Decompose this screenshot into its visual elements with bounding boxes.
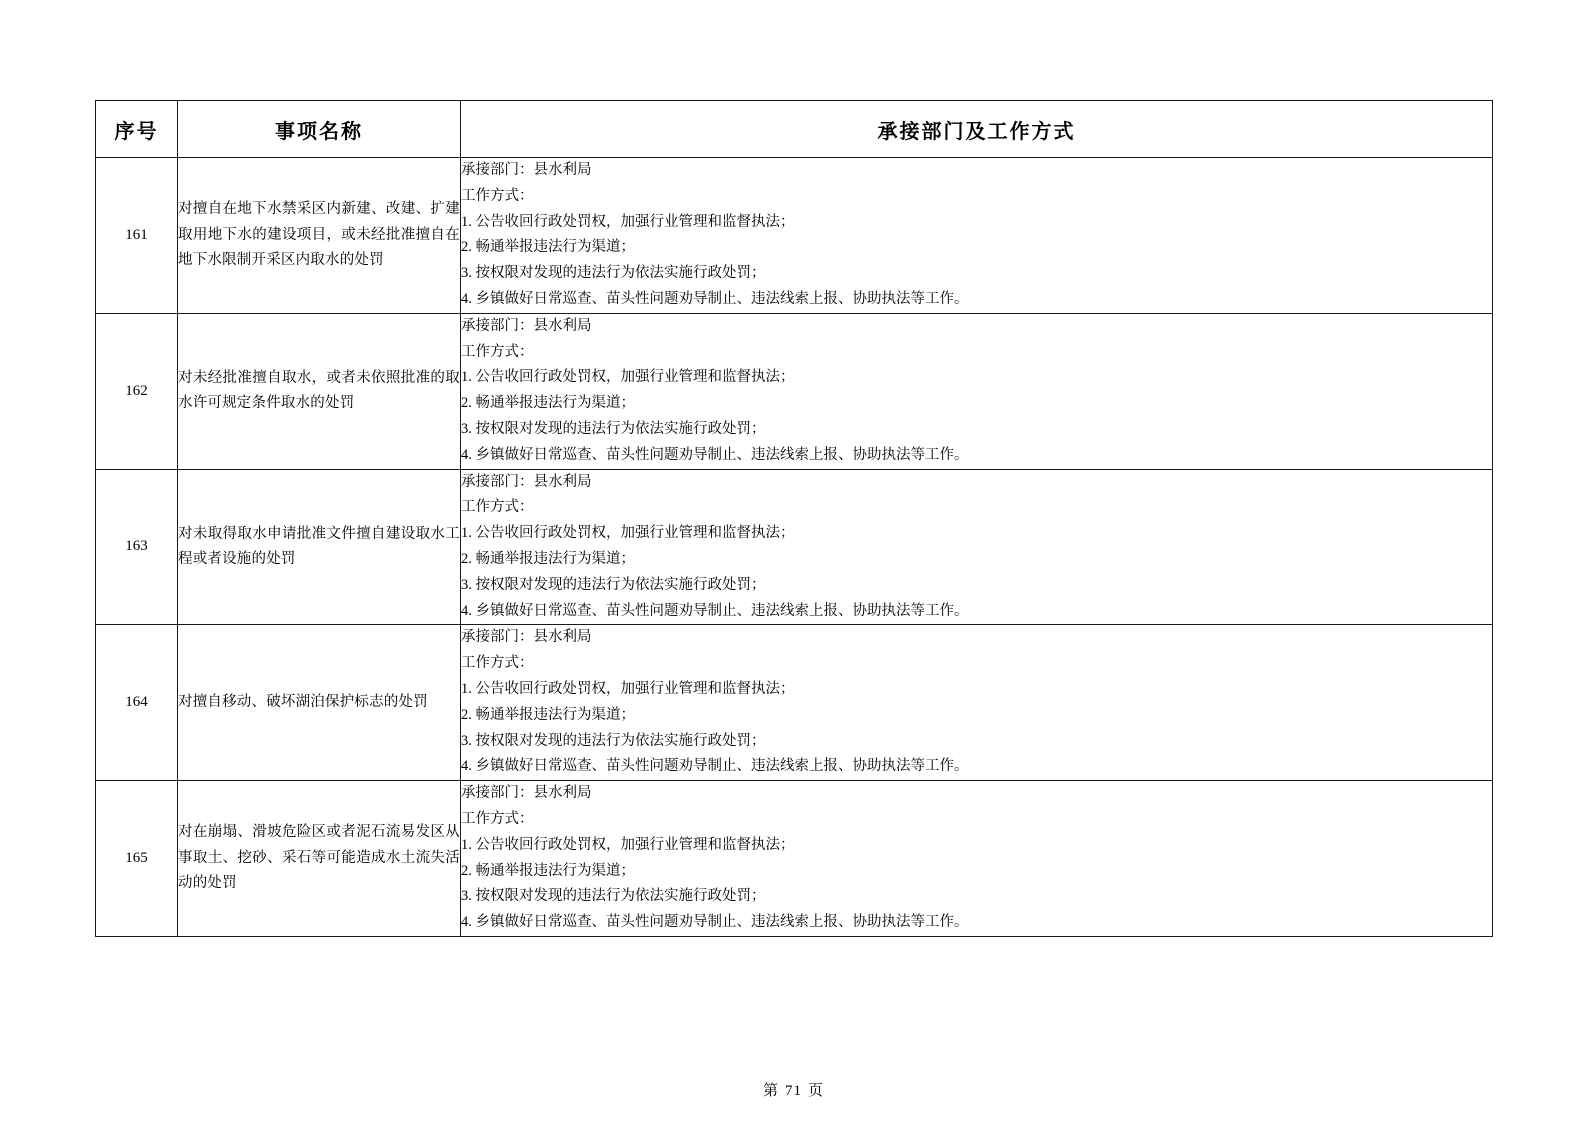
dept-head: 承接部门：县水利局: [461, 629, 592, 646]
row-dept-detail: [461, 781, 1493, 937]
page-footer: [0, 1079, 1587, 1100]
row-number: 163: [96, 469, 178, 625]
dept-head: 承接部门：县水利局: [461, 317, 592, 334]
table-body: [96, 158, 1493, 937]
column-header-dept: 承接部门及工作方式: [461, 101, 1493, 158]
dept-head: 承接部门：县水利局: [461, 785, 592, 802]
dept-method-item: 3. 按权限对发现的违法行为依法实施行政处罚；: [461, 888, 766, 905]
row-dept-detail: [461, 158, 1493, 314]
table-row: [96, 158, 1493, 314]
dept-method-item: 1. 公告收回行政处罚权，加强行业管理和监督执法；: [461, 836, 795, 853]
row-number: 165: [96, 781, 178, 937]
dept-method-item: 1. 公告收回行政处罚权，加强行业管理和监督执法；: [461, 680, 795, 697]
dept-method-item: 2. 畅通举报违法行为渠道；: [461, 239, 635, 256]
row-dept-detail: [461, 313, 1493, 469]
dept-head: 承接部门：县水利局: [461, 162, 592, 178]
items-table: [95, 100, 1493, 937]
dept-method-item: 1. 公告收回行政处罚权，加强行业管理和监督执法；: [461, 369, 795, 386]
dept-method-item: 2. 畅通举报违法行为渠道；: [461, 550, 635, 567]
row-item-name: 对擅自移动、破坏湖泊保护标志的处罚: [178, 625, 461, 781]
footer-suffix: 页: [808, 1083, 825, 1099]
dept-method-label: 工作方式：: [461, 499, 534, 516]
dept-method-item: 2. 畅通举报违法行为渠道；: [461, 862, 635, 879]
table-row: [96, 469, 1493, 625]
dept-method-item: 3. 按权限对发现的违法行为依法实施行政处罚；: [461, 576, 766, 593]
row-item-name: 对在崩塌、滑坡危险区或者泥石流易发区从事取土、挖砂、采石等可能造成水土流失活动的处罚: [178, 781, 461, 937]
dept-head: 承接部门：县水利局: [461, 473, 592, 490]
table-header-row: [96, 101, 1493, 158]
row-dept-detail: [461, 469, 1493, 625]
footer-prefix: 第: [762, 1083, 779, 1099]
column-header-name: 事项名称: [178, 101, 461, 158]
dept-method-label: 工作方式：: [461, 343, 534, 360]
dept-method-label: 工作方式：: [461, 187, 534, 204]
dept-method-item: 4. 乡镇做好日常巡查、苗头性问题劝导制止、违法线索上报、协助执法等工作。: [461, 914, 969, 931]
dept-method-item: 3. 按权限对发现的违法行为依法实施行政处罚；: [461, 420, 766, 437]
dept-method-label: 工作方式：: [461, 655, 534, 672]
page-number: 71: [785, 1083, 802, 1099]
row-number: 164: [96, 625, 178, 781]
table-row: [96, 313, 1493, 469]
dept-method-item: 2. 畅通举报违法行为渠道；: [461, 395, 635, 412]
row-number: 162: [96, 313, 178, 469]
row-item-name: 对未取得取水申请批准文件擅自建设取水工程或者设施的处罚: [178, 469, 461, 625]
dept-method-item: 1. 公告收回行政处罚权，加强行业管理和监督执法；: [461, 525, 795, 542]
table-row: [96, 781, 1493, 937]
row-item-name: 对未经批准擅自取水，或者未依照批准的取水许可规定条件取水的处罚: [178, 313, 461, 469]
dept-method-item: 4. 乡镇做好日常巡查、苗头性问题劝导制止、违法线索上报、协助执法等工作。: [461, 290, 969, 307]
dept-method-item: 4. 乡镇做好日常巡查、苗头性问题劝导制止、违法线索上报、协助执法等工作。: [461, 446, 969, 463]
table-row: [96, 625, 1493, 781]
column-header-no: 序号: [96, 101, 178, 158]
dept-method-label: 工作方式：: [461, 810, 534, 827]
table-header: [96, 101, 1493, 158]
row-number: 161: [96, 158, 178, 314]
dept-method-item: 4. 乡镇做好日常巡查、苗头性问题劝导制止、违法线索上报、协助执法等工作。: [461, 602, 969, 619]
row-dept-detail: [461, 625, 1493, 781]
dept-method-item: 4. 乡镇做好日常巡查、苗头性问题劝导制止、违法线索上报、协助执法等工作。: [461, 758, 969, 775]
dept-method-item: 3. 按权限对发现的违法行为依法实施行政处罚；: [461, 265, 766, 282]
dept-method-item: 2. 畅通举报违法行为渠道；: [461, 706, 635, 723]
dept-method-item: 1. 公告收回行政处罚权，加强行业管理和监督执法；: [461, 213, 795, 230]
row-item-name: 对擅自在地下水禁采区内新建、改建、扩建取用地下水的建设项目，或未经批准擅自在地下水限制开采区内取水的处罚: [178, 158, 461, 314]
dept-method-item: 3. 按权限对发现的违法行为依法实施行政处罚；: [461, 732, 766, 749]
